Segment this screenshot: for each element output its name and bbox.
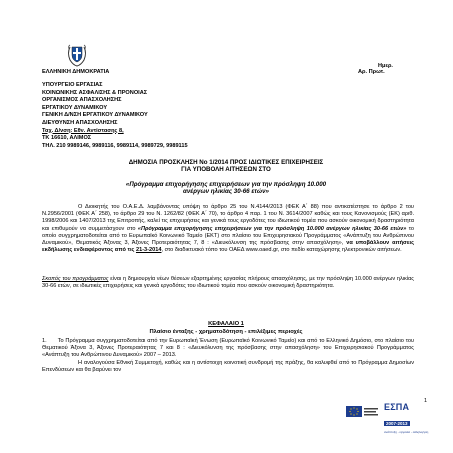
protocol-number-label: Αρ. Πρωτ.	[358, 69, 385, 75]
page-number: 1	[424, 398, 428, 404]
country-label: ΕΛΛΗΝΙΚΗ ΔΗΜΟΚΡΑΤΙΑ	[42, 69, 110, 75]
item-number: 1.	[42, 338, 47, 344]
paragraph-purpose	[42, 276, 414, 290]
address-line: ΤΚ 16610, ΑΛΙΜΟΣ	[42, 135, 92, 142]
body-text: Το Πρόγραμμα συγχρηματοδοτείται από την Ευρωπαϊκή Ένωση (Ευρωπαϊκό Κοινωνικό Ταμείο) και από το Ελληνικό Δημόσιο, στο πλαίσιο του Θεματικού Άξονα 3, Άξονες Προτεραιότητας 7 και 8 : «Διευκόλυνση της πρόσβασης στην απασχόληση» του Επιχειρησιακού Προγράμματος «Ανάπτυξη του Ανθρώπινου Δυναμικού» 2007 – 2013.	[42, 338, 415, 359]
application-date: 21-3-2014	[135, 247, 162, 254]
title-line: «Πρόγραμμα επιχορήγησης επιχειρήσεων για την πρόσληψη 10.000	[125, 181, 327, 188]
espa-logo	[384, 402, 429, 434]
purpose-label: Σκοπός του προγράμματος	[42, 276, 109, 282]
chapter-subheading: Πλαίσιο ένταξης - χρηματοδότηση - επιλέξιμες περιοχές	[149, 329, 303, 335]
espa-years: 2007-2013	[386, 421, 408, 426]
body-text: Η αναλογούσα Εθνική Συμμετοχή, καθώς και η αντίστοιχη κοινοτική συνδρομή της πράξης, θα καλυφθεί από το Πρόγραμμα Δημοσίων Επενδύσεων και θα βαρύνει τον	[42, 359, 414, 373]
program-title	[40, 181, 412, 196]
title-line: ανέργων ηλικίας 30-66 ετών»	[183, 188, 269, 196]
paragraph-funding	[42, 338, 414, 374]
address-line: ΕΡΓΑΤΙΚΟΥ ΔΥΝΑΜΙΚΟΥ	[42, 104, 108, 111]
address-line: ΥΠΟΥΡΓΕΙΟ ΕΡΓΑΣΙΑΣ	[42, 82, 103, 88]
address-line: ΟΡΓΑΝΙΣΜΟΣ ΑΠΑΣΧΟΛΗΣΗΣ	[42, 97, 122, 104]
title-line: ΓΙΑ ΥΠΟΒΟΛΗ ΑΙΤΗΣΕΩΝ ΣΤΟ	[181, 166, 271, 174]
eu-flag-icon	[346, 404, 380, 420]
body-text: , στο διαδικτυακό τόπο του ΟΑΕΔ www.oaed.gr, στο πεδίο καταχώρησης ηλεκτρονικών αιτήσεων.	[161, 247, 402, 254]
address-line: ΓΕΝΙΚΗ Δ/ΝΣΗ ΕΡΓΑΤΙΚΟΥ ΔΥΝΑΜΙΚΟΥ	[42, 112, 148, 119]
program-name: «Πρόγραμμα επιχορήγησης επιχειρήσεων για την πρόσληψη 10.000 ανέργων ηλικίας 30-66 ετών»	[137, 225, 407, 232]
espa-label: ΕΣΠΑ	[384, 402, 410, 412]
address-line: ΔΙΕΥΘΥΝΣΗ ΑΠΑΣΧΟΛΗΣΗΣ	[42, 119, 118, 126]
application-call: να υποβάλλουν αιτήσεις εκδήλωσης ενδιαφέροντος από τις	[42, 240, 415, 254]
address-line: ΤΗΛ. 210 9989146, 9989116, 9989114, 9989729, 9989115	[42, 142, 188, 149]
body-text: είναι η δημιουργία νέων θέσεων εξαρτημένης εργασίας πλήρους απασχόλησης, με την πρόσληψη 10.000 ανέργων ηλικίας 30-66 ετών, σε ιδιωτικές επιχειρήσεις και γενικά εργοδότες του ιδιωτικού τομέα που ασκούν οικονομική δραστηριότητα.	[42, 276, 414, 290]
sender-address-block	[42, 82, 188, 150]
greek-coat-of-arms-icon	[66, 43, 88, 67]
chapter-heading: ΚΕΦΑΛΑΙΟ 1	[208, 321, 244, 327]
body-text: Ο Διοικητής του Ο.Α.Ε.Δ. λαμβάνοντας υπόψη το άρθρο 25 του Ν.4144/2013 (ΦΕΚ Α΄ 88) που αντικατέστησε το άρθρο 2 του Ν.2956/2001 (ΦΕΚ Α΄ 258), το άρθρο 29 του Ν. 1262/82 (ΦΕΚ Α΄ 70), το άρθρο 4 παρ. 1 του Ν. 3614/2007 καθώς και τους Κανονισμούς (ΕΚ) αριθ. 1998/2006 και 1407/2013 της Επιτροπής, καλεί τις επιχειρήσεις και γενικά τους εργοδότες του ιδιωτικού τομέα που ασκούν οικονομική δραστηριότητα και επιθυμούν να συμμετάσχουν στο	[42, 204, 414, 232]
title-line: ΔΗΜΟΣΙΑ ΠΡΟΣΚΛΗΣΗ Νο 1/2014 ΠΡΟΣ ΙΔΙΩΤΙΚΕΣ ΕΠΙΧΕΙΡΗΣΕΙΣ	[128, 159, 324, 166]
address-line: ΚΟΙΝΩΝΙΚΗΣ ΑΣΦΑΛΙΣΗΣ & ΠΡΟΝΟΙΑΣ	[42, 89, 148, 96]
date-label: Ημερ.	[378, 63, 393, 69]
paragraph-intro	[42, 204, 414, 254]
espa-tagline: ανάπτυξη - εργασία - αλληλεγγύη	[384, 430, 429, 434]
document-title	[40, 159, 412, 174]
address-line: Ταχ. Δ/νση: Εθν. Αντίστασης 8,	[42, 127, 124, 134]
body-text: το οποίο συγχρηματοδοτείται από το Ευρωπαϊκό Κοινωνικό Ταμείο (ΕΚΤ) στο πλαίσιο του Επιχειρησιακού Προγράμματος «Ανάπτυξη του Ανθρώπινου Δυναμικού», Θεματικός Άξονας 3, Άξονες Προτεραιότητας 7, 8 : «Διευκόλυνση της πρόσβασης στην απασχόληση»,	[42, 225, 414, 247]
